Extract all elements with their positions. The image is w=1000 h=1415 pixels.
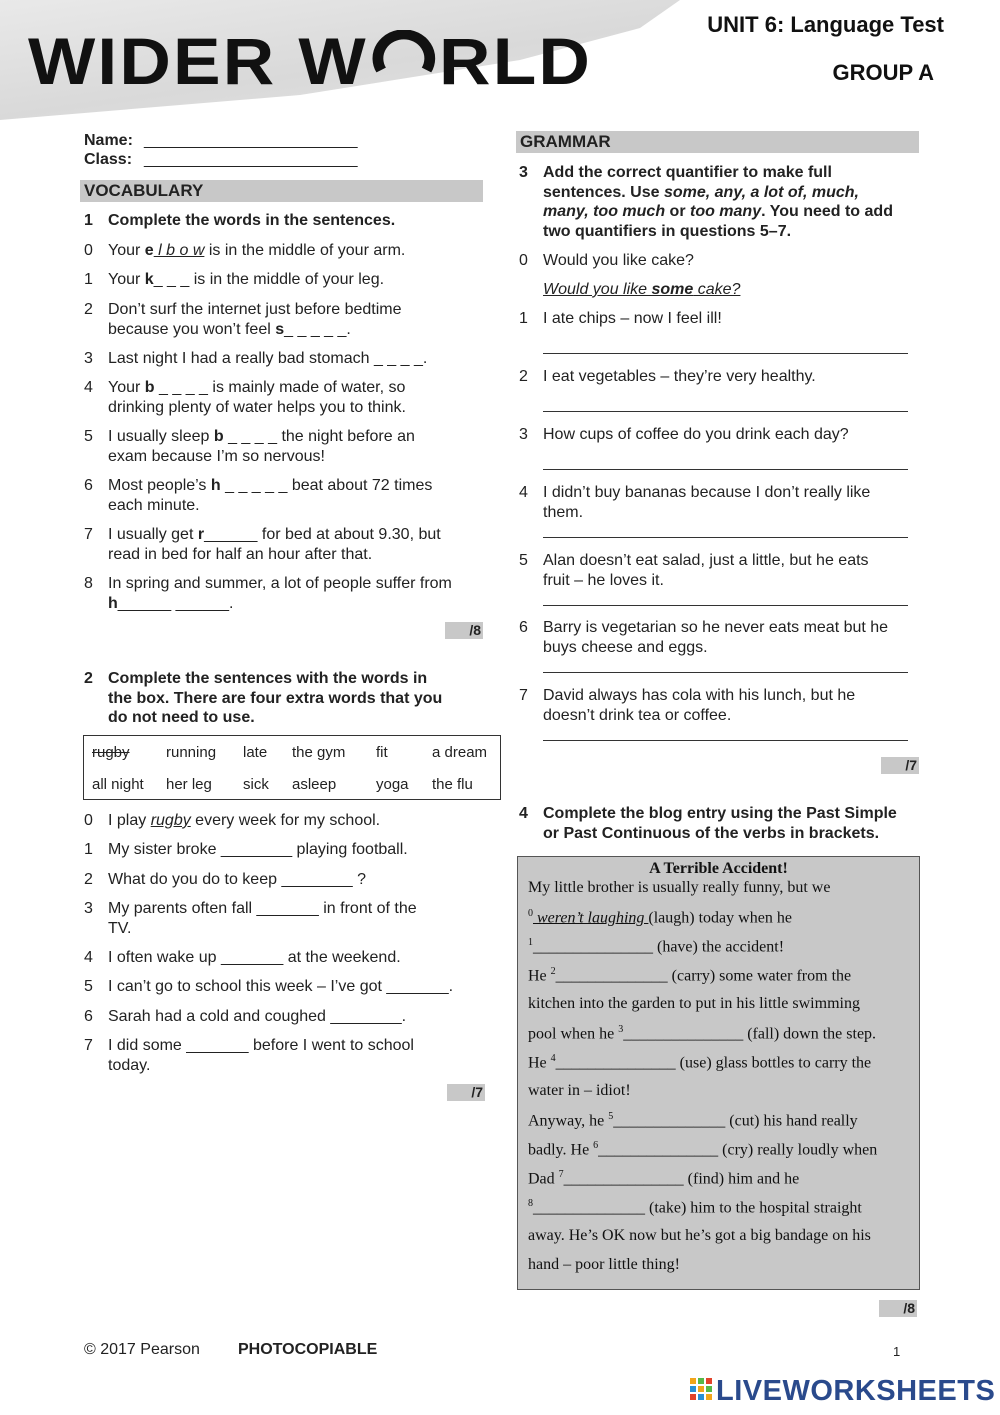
q2-item-4[interactable]: 4 I often wake up _______ at the weekend.	[84, 949, 401, 966]
word-box-item: the flu	[432, 776, 473, 793]
class-field[interactable]: ________________________	[144, 151, 358, 168]
q2-item-5[interactable]: 5 I can’t go to school this week – I’ve got _______.	[84, 978, 454, 995]
blog-gap-3[interactable]: pool when he $^3$_______________ (fall) down the step.	[528, 1024, 877, 1043]
page-number: 1	[893, 1344, 901, 1359]
word-box-item: sick	[243, 776, 269, 793]
name-field[interactable]: ________________________	[144, 132, 358, 149]
blog-gap-7[interactable]: Dad $^7$_______________ (find) him and he	[528, 1169, 800, 1188]
word-box-item: a dream	[432, 744, 488, 761]
logo-text-right: RLD	[439, 24, 593, 98]
q2-item-0: 0 I play rugby every week for my school.	[84, 812, 381, 829]
liveworksheets-icon	[690, 1378, 712, 1404]
blog-title: A Terrible Accident!	[649, 860, 788, 877]
q1-item-1[interactable]: 1 Your k_ _ _ is in the middle of your leg.	[84, 271, 385, 288]
q1-score: /8	[445, 622, 483, 639]
q2-item-2[interactable]: 2 What do you do to keep ________ ?	[84, 871, 366, 888]
blog-line: water in – idiot!	[528, 1082, 631, 1099]
q2-item-1[interactable]: 1 My sister broke ________ playing football.	[84, 841, 408, 858]
word-box-item: late	[243, 744, 268, 761]
word-box-item: all night	[92, 776, 144, 793]
q3-item-0: 0 Would you like cake?	[519, 252, 694, 269]
q3-item-4: 4 I didn’t buy bananas because I don’t really like them.	[519, 484, 871, 521]
q2-instruction: 2 Complete the sentences with the words in the box. There are four extra words that you do not need to use.	[84, 670, 443, 726]
q3-answer-line-3[interactable]	[543, 469, 908, 470]
blog-gap-1[interactable]: $^1$_______________ (have) the accident!	[528, 937, 785, 956]
group-title: GROUP A	[832, 60, 934, 85]
blog-gap-2[interactable]: He $^2$______________ (carry) some water from the	[528, 966, 852, 985]
q3-instruction: 3 Add the correct quantifier to make full sentences. Use some, any, a lot of, much, many, too much or too many. You need to add two quantifiers in questions 5–7.	[519, 164, 893, 240]
name-label: Name:	[84, 132, 133, 149]
word-box-item: running	[166, 744, 217, 761]
unit-title: UNIT 6: Language Test	[707, 12, 944, 37]
q2-item-7[interactable]: 7 I did some _______ before I went to school today.	[84, 1037, 414, 1074]
q3-item-2: 2 I eat vegetables – they’re very healthy.	[519, 368, 816, 385]
q3-answer-line-4[interactable]	[543, 537, 908, 538]
word-box-item: yoga	[376, 776, 409, 793]
q3-item-6: 6 Barry is vegetarian so he never eats meat but he buys cheese and eggs.	[519, 619, 889, 656]
q1-item-6[interactable]: 6 Most people’s h _ _ _ _ _ beat about 72 times each minute.	[84, 477, 433, 514]
word-box-item: the gym	[292, 744, 346, 761]
vocabulary-heading: VOCABULARY	[80, 180, 483, 202]
q1-item-3[interactable]: 3 Last night I had a really bad stomach _ _ _ _.	[84, 350, 428, 367]
blog-gap-4[interactable]: He $^4$_______________ (use) glass bottles to carry the	[528, 1053, 872, 1072]
blog-line: away. He’s OK now but he’s got a big bandage on his	[528, 1227, 871, 1244]
word-box	[83, 735, 501, 800]
q1-instruction: 1 Complete the words in the sentences.	[84, 212, 396, 229]
blog-entry	[517, 856, 920, 1290]
word-box-item: asleep	[292, 776, 337, 793]
blog-line: My little brother is usually really funny, but we	[528, 879, 831, 896]
q1-item-5[interactable]: 5 I usually sleep b _ _ _ _ the night before an exam because I’m so nervous!	[84, 428, 415, 465]
blog-line: $^0$ weren’t laughing (laugh) today when he	[528, 908, 792, 927]
q1-item-7[interactable]: 7 I usually get r______ for bed at about 9.30, but read in bed for half an hour after that.	[84, 526, 441, 563]
word-box-item: rugby	[92, 744, 130, 761]
q1-item-8[interactable]: 8 In spring and summer, a lot of people suffer from h______ ______.	[84, 575, 452, 612]
q3-item-5: 5 Alan doesn’t eat salad, just a little, but he eats fruit – he loves it.	[519, 552, 869, 589]
q3-item-7: 7 David always has cola with his lunch, but he doesn’t drink tea or coffee.	[519, 687, 856, 724]
logo-text-left: WIDER W	[28, 24, 368, 98]
q3-answer-line-5[interactable]	[543, 605, 908, 606]
q3-answer-line-2[interactable]	[543, 411, 908, 412]
blog-line: kitchen into the garden to put in his little swimming	[528, 995, 860, 1012]
q4-score: /8	[879, 1300, 917, 1317]
liveworksheets-logo[interactable]	[690, 1375, 995, 1407]
q2-item-3[interactable]: 3 My parents often fall _______ in front of the TV.	[84, 900, 417, 937]
word-box-item: her leg	[166, 776, 212, 793]
q2-score: /7	[447, 1084, 485, 1101]
q2-item-6[interactable]: 6 Sarah had a cold and coughed ________.	[84, 1008, 407, 1025]
liveworksheets-text: LIVEWORKSHEETS	[716, 1374, 996, 1407]
q1-item-2[interactable]: 2 Don’t surf the internet just before bedtime because you won’t feel s_ _ _ _ _.	[84, 301, 402, 338]
blog-gap-6[interactable]: badly. He $^6$_______________ (cry) really loudly when	[528, 1140, 878, 1159]
photocopiable-label: PHOTOCOPIABLE	[238, 1341, 378, 1358]
q3-score: /7	[881, 757, 919, 774]
q3-answer-line-7[interactable]	[543, 740, 908, 741]
q3-answer-line-6[interactable]	[543, 672, 908, 673]
logo-o-icon	[370, 30, 437, 92]
blog-line: hand – poor little thing!	[528, 1256, 680, 1273]
q1-item-4[interactable]: 4 Your b _ _ _ _ is mainly made of water, so drinking plenty of water helps you to think.	[84, 379, 406, 416]
q3-item-1: 1 I ate chips – now I feel ill!	[519, 310, 722, 327]
blog-gap-5[interactable]: Anyway, he $^5$______________ (cut) his hand really	[528, 1111, 858, 1130]
q3-example-answer: Would you like some cake?	[543, 281, 741, 298]
class-label: Class:	[84, 151, 133, 168]
q3-item-3: 3 How cups of coffee do you drink each day?	[519, 426, 849, 443]
copyright: © 2017 Pearson	[84, 1341, 200, 1358]
blog-gap-8[interactable]: $^8$______________ (take) him to the hospital straight	[528, 1198, 862, 1217]
wider-world-logo	[28, 26, 592, 96]
q4-instruction: 4 Complete the blog entry using the Past Simple or Past Continuous of the verbs in brackets.	[519, 805, 897, 842]
grammar-heading: GRAMMAR	[516, 131, 919, 153]
word-box-item: fit	[376, 744, 388, 761]
q1-item-0: 0 Your e l b o w is in the middle of your arm.	[84, 242, 406, 259]
q3-answer-line-1[interactable]	[543, 353, 908, 354]
